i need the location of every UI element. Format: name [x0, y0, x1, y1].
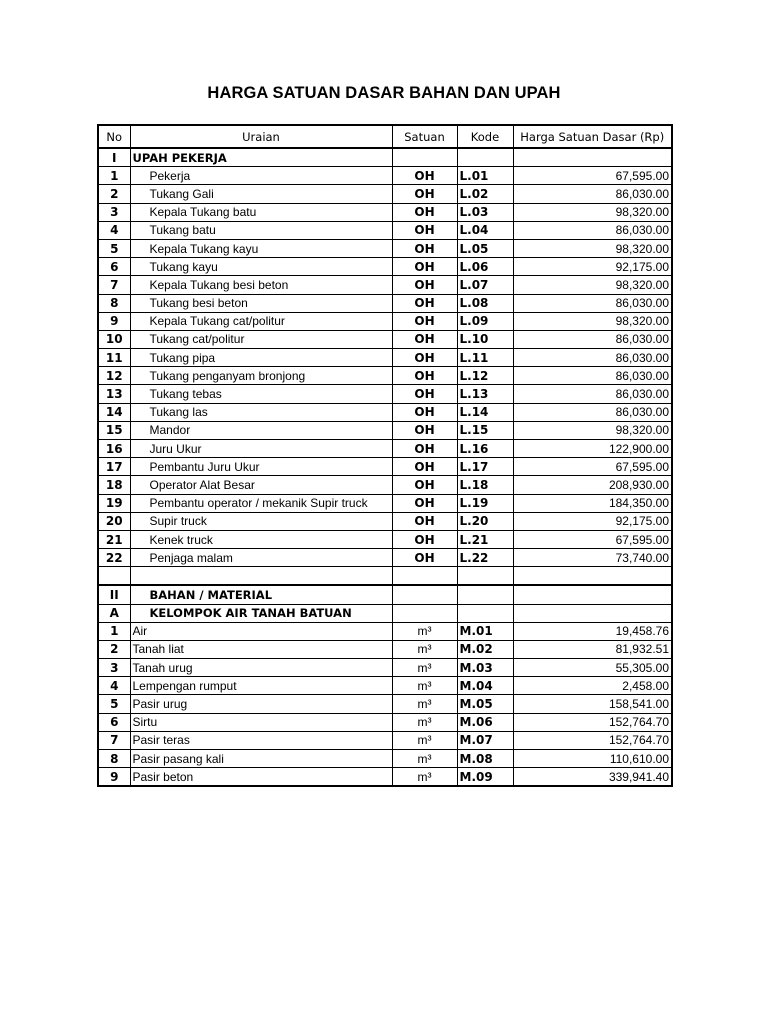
row-kode: L.06: [457, 258, 513, 276]
row-number: 6: [98, 713, 130, 731]
row-kode: L.11: [457, 349, 513, 367]
row-uraian: Tukang las: [130, 403, 392, 421]
table-row: [98, 530, 672, 548]
row-uraian: Kenek truck: [130, 530, 392, 548]
row-number: 7: [98, 731, 130, 749]
row-satuan: m³: [392, 731, 457, 749]
table-row: [98, 512, 672, 530]
row-number: 3: [98, 203, 130, 221]
empty-cell: [392, 604, 457, 622]
table-row: [98, 312, 672, 330]
row-satuan: m³: [392, 750, 457, 768]
header-uraian: Uraian: [130, 125, 392, 148]
price-table: [97, 124, 673, 787]
row-harga: 92,175.00: [513, 512, 672, 530]
row-satuan: m³: [392, 713, 457, 731]
empty-cell: [457, 567, 513, 586]
row-uraian: Tukang batu: [130, 221, 392, 239]
row-harga: 67,595.00: [513, 530, 672, 548]
row-harga: 67,595.00: [513, 167, 672, 185]
row-satuan: OH: [392, 440, 457, 458]
row-uraian: Tukang tebas: [130, 385, 392, 403]
row-uraian: Juru Ukur: [130, 440, 392, 458]
row-kode: M.09: [457, 768, 513, 787]
row-kode: L.13: [457, 385, 513, 403]
row-kode: L.04: [457, 221, 513, 239]
row-kode: M.06: [457, 713, 513, 731]
empty-cell: [513, 604, 672, 622]
row-kode: L.05: [457, 239, 513, 257]
row-harga: 86,030.00: [513, 367, 672, 385]
row-uraian: Supir truck: [130, 512, 392, 530]
row-number: 2: [98, 185, 130, 203]
group-row: [98, 604, 672, 622]
row-harga: 2,458.00: [513, 677, 672, 695]
row-number: 9: [98, 768, 130, 787]
row-uraian: Tukang besi beton: [130, 294, 392, 312]
row-kode: M.05: [457, 695, 513, 713]
table-row: [98, 476, 672, 494]
header-no: No: [98, 125, 130, 148]
table-row: [98, 421, 672, 439]
row-uraian: Tukang kayu: [130, 258, 392, 276]
section-row-upah: [98, 148, 672, 167]
table-row: [98, 622, 672, 640]
row-harga: 184,350.00: [513, 494, 672, 512]
empty-cell: [513, 585, 672, 604]
row-satuan: m³: [392, 768, 457, 787]
table-row: [98, 239, 672, 257]
row-uraian: Pasir beton: [130, 768, 392, 787]
header-satuan: Satuan: [392, 125, 457, 148]
table-row: [98, 494, 672, 512]
table-row: [98, 750, 672, 768]
row-satuan: OH: [392, 258, 457, 276]
row-harga: 86,030.00: [513, 294, 672, 312]
row-harga: 339,941.40: [513, 768, 672, 787]
table-row: [98, 695, 672, 713]
row-satuan: m³: [392, 677, 457, 695]
table-row: [98, 367, 672, 385]
row-satuan: OH: [392, 239, 457, 257]
empty-cell: [98, 567, 130, 586]
row-harga: 86,030.00: [513, 221, 672, 239]
row-harga: 152,764.70: [513, 731, 672, 749]
row-satuan: OH: [392, 385, 457, 403]
row-harga: 86,030.00: [513, 330, 672, 348]
row-satuan: OH: [392, 421, 457, 439]
row-kode: L.19: [457, 494, 513, 512]
row-number: 11: [98, 349, 130, 367]
row-satuan: OH: [392, 476, 457, 494]
row-uraian: Tanah urug: [130, 659, 392, 677]
table-row: [98, 167, 672, 185]
table-row: [98, 731, 672, 749]
row-satuan: OH: [392, 530, 457, 548]
section-number: I: [98, 148, 130, 167]
row-harga: 55,305.00: [513, 659, 672, 677]
row-number: 2: [98, 640, 130, 658]
row-number: 16: [98, 440, 130, 458]
row-kode: L.21: [457, 530, 513, 548]
row-satuan: OH: [392, 549, 457, 567]
table-row: [98, 276, 672, 294]
row-satuan: OH: [392, 312, 457, 330]
row-harga: 98,320.00: [513, 203, 672, 221]
row-uraian: Pasir urug: [130, 695, 392, 713]
row-kode: L.15: [457, 421, 513, 439]
section-label: UPAH PEKERJA: [130, 148, 392, 167]
table-row: [98, 713, 672, 731]
row-satuan: OH: [392, 221, 457, 239]
row-kode: L.01: [457, 167, 513, 185]
row-number: 10: [98, 330, 130, 348]
row-satuan: OH: [392, 185, 457, 203]
row-harga: 19,458.76: [513, 622, 672, 640]
section-row-bahan: [98, 585, 672, 604]
row-kode: L.02: [457, 185, 513, 203]
row-number: 14: [98, 403, 130, 421]
table-row: [98, 294, 672, 312]
row-harga: 208,930.00: [513, 476, 672, 494]
row-uraian: Lempengan rumput: [130, 677, 392, 695]
row-kode: M.07: [457, 731, 513, 749]
row-uraian: Kepala Tukang besi beton: [130, 276, 392, 294]
row-number: 17: [98, 458, 130, 476]
row-satuan: OH: [392, 494, 457, 512]
row-number: 18: [98, 476, 130, 494]
row-kode: M.01: [457, 622, 513, 640]
row-number: 9: [98, 312, 130, 330]
row-kode: L.07: [457, 276, 513, 294]
row-kode: L.09: [457, 312, 513, 330]
table-row: [98, 221, 672, 239]
table-row: [98, 768, 672, 787]
row-uraian: Pasir pasang kali: [130, 750, 392, 768]
section-label: BAHAN / MATERIAL: [130, 585, 392, 604]
table-row: [98, 349, 672, 367]
row-harga: 98,320.00: [513, 421, 672, 439]
row-uraian: Pasir teras: [130, 731, 392, 749]
row-number: 15: [98, 421, 130, 439]
row-number: 19: [98, 494, 130, 512]
header-kode: Kode: [457, 125, 513, 148]
table-row: [98, 549, 672, 567]
row-uraian: Kepala Tukang batu: [130, 203, 392, 221]
row-number: 8: [98, 294, 130, 312]
group-label: KELOMPOK AIR TANAH BATUAN: [130, 604, 392, 622]
empty-cell: [513, 567, 672, 586]
row-uraian: Tanah liat: [130, 640, 392, 658]
row-number: 22: [98, 549, 130, 567]
empty-cell: [457, 585, 513, 604]
row-uraian: Tukang penganyam bronjong: [130, 367, 392, 385]
row-uraian: Air: [130, 622, 392, 640]
table-row: [98, 640, 672, 658]
row-number: 6: [98, 258, 130, 276]
row-number: 12: [98, 367, 130, 385]
header-row: [98, 125, 672, 148]
row-satuan: OH: [392, 403, 457, 421]
row-uraian: Pembantu Juru Ukur: [130, 458, 392, 476]
row-harga: 67,595.00: [513, 458, 672, 476]
row-number: 7: [98, 276, 130, 294]
group-number: A: [98, 604, 130, 622]
row-kode: L.14: [457, 403, 513, 421]
table-row: [98, 203, 672, 221]
row-number: 20: [98, 512, 130, 530]
row-harga: 98,320.00: [513, 239, 672, 257]
table-row: [98, 677, 672, 695]
page-title: HARGA SATUAN DASAR BAHAN DAN UPAH: [207, 84, 561, 102]
table-row: [98, 440, 672, 458]
row-number: 5: [98, 239, 130, 257]
row-harga: 110,610.00: [513, 750, 672, 768]
table-row: [98, 258, 672, 276]
row-kode: L.17: [457, 458, 513, 476]
row-kode: M.03: [457, 659, 513, 677]
row-uraian: Sirtu: [130, 713, 392, 731]
row-kode: L.22: [457, 549, 513, 567]
row-number: 4: [98, 677, 130, 695]
row-satuan: OH: [392, 276, 457, 294]
row-harga: 158,541.00: [513, 695, 672, 713]
row-uraian: Tukang Gali: [130, 185, 392, 203]
empty-cell: [130, 567, 392, 586]
row-number: 1: [98, 167, 130, 185]
row-number: 5: [98, 695, 130, 713]
table-row: [98, 185, 672, 203]
row-kode: L.03: [457, 203, 513, 221]
row-uraian: Tukang cat/politur: [130, 330, 392, 348]
row-harga: 86,030.00: [513, 349, 672, 367]
section-number: II: [98, 585, 130, 604]
row-uraian: Kepala Tukang cat/politur: [130, 312, 392, 330]
table-row: [98, 330, 672, 348]
row-kode: L.12: [457, 367, 513, 385]
row-satuan: OH: [392, 294, 457, 312]
row-harga: 86,030.00: [513, 385, 672, 403]
row-satuan: OH: [392, 203, 457, 221]
row-satuan: OH: [392, 167, 457, 185]
row-kode: L.20: [457, 512, 513, 530]
row-kode: M.04: [457, 677, 513, 695]
table-row: [98, 458, 672, 476]
row-kode: L.18: [457, 476, 513, 494]
row-satuan: m³: [392, 622, 457, 640]
row-uraian: Mandor: [130, 421, 392, 439]
row-harga: 86,030.00: [513, 185, 672, 203]
row-satuan: OH: [392, 367, 457, 385]
row-uraian: Pembantu operator / mekanik Supir truck: [130, 494, 392, 512]
row-satuan: m³: [392, 640, 457, 658]
row-harga: 98,320.00: [513, 276, 672, 294]
row-uraian: Pekerja: [130, 167, 392, 185]
row-uraian: Operator Alat Besar: [130, 476, 392, 494]
row-harga: 98,320.00: [513, 312, 672, 330]
blank-row: [98, 567, 672, 586]
table-row: [98, 385, 672, 403]
row-harga: 73,740.00: [513, 549, 672, 567]
row-uraian: Kepala Tukang kayu: [130, 239, 392, 257]
empty-cell: [457, 604, 513, 622]
row-number: 1: [98, 622, 130, 640]
table-row: [98, 659, 672, 677]
row-kode: L.10: [457, 330, 513, 348]
row-satuan: OH: [392, 330, 457, 348]
row-number: 4: [98, 221, 130, 239]
row-number: 13: [98, 385, 130, 403]
row-kode: L.08: [457, 294, 513, 312]
row-satuan: m³: [392, 695, 457, 713]
row-number: 3: [98, 659, 130, 677]
table-body: [98, 148, 672, 786]
row-harga: 152,764.70: [513, 713, 672, 731]
row-satuan: OH: [392, 349, 457, 367]
header-harga: Harga Satuan Dasar (Rp): [513, 125, 672, 148]
row-kode: M.08: [457, 750, 513, 768]
table-row: [98, 403, 672, 421]
row-satuan: OH: [392, 458, 457, 476]
row-harga: 86,030.00: [513, 403, 672, 421]
row-harga: 92,175.00: [513, 258, 672, 276]
row-number: 8: [98, 750, 130, 768]
row-number: 21: [98, 530, 130, 548]
row-uraian: Tukang pipa: [130, 349, 392, 367]
row-satuan: OH: [392, 512, 457, 530]
row-harga: 81,932.51: [513, 640, 672, 658]
row-harga: 122,900.00: [513, 440, 672, 458]
row-kode: L.16: [457, 440, 513, 458]
row-kode: M.02: [457, 640, 513, 658]
row-uraian: Penjaga malam: [130, 549, 392, 567]
row-satuan: m³: [392, 659, 457, 677]
empty-cell: [392, 585, 457, 604]
empty-cell: [392, 567, 457, 586]
